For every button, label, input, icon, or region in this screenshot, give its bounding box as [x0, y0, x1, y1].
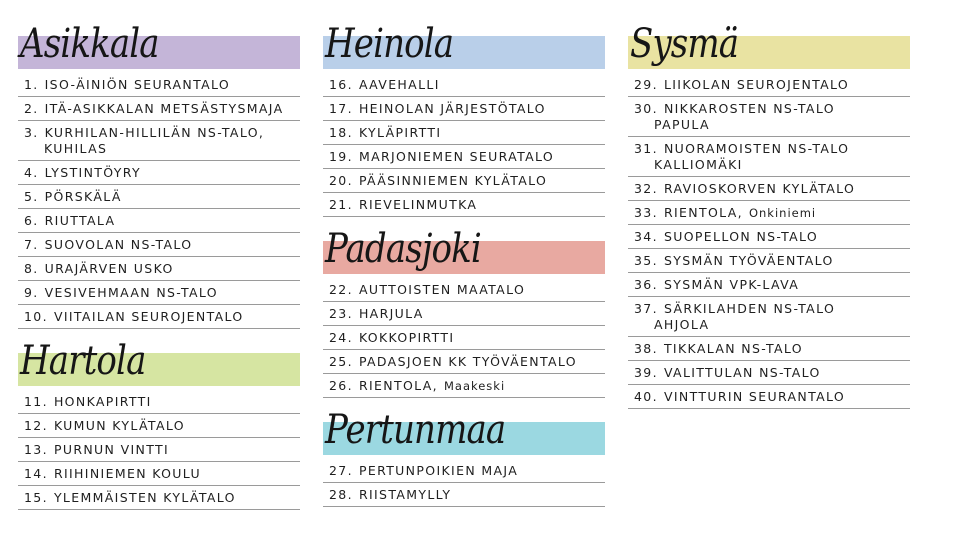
item-name: SUOPELLON NS-TALO [663, 229, 819, 244]
item-name: SYSMÄN TYÖVÄENTALO [663, 253, 834, 268]
venue-list [18, 73, 300, 329]
item-number: 8. [24, 261, 39, 276]
item-name: LIIKOLAN SEUROJENTALO [663, 77, 850, 92]
item-name-line2: PAPULA [654, 117, 710, 132]
list-item [18, 390, 300, 414]
item-name: RIEVELINMUTKA [358, 197, 478, 212]
list-item [323, 278, 605, 302]
item-number: 9. [24, 285, 39, 300]
item-number: 18. [329, 125, 353, 140]
item-number: 24. [329, 330, 353, 345]
list-item [18, 414, 300, 438]
item-number: 40. [634, 389, 658, 404]
item-number: 32. [634, 181, 658, 196]
column-right [628, 21, 910, 409]
item-number: 26. [329, 378, 353, 393]
section-asikkala [18, 21, 300, 329]
item-number: 17. [329, 101, 353, 116]
item-name: SUOVOLAN NS-TALO [44, 237, 193, 252]
section-sysma [628, 21, 910, 409]
item-name: RIUTTALA [44, 213, 116, 228]
item-name: PURNUN VINTTI [53, 442, 170, 457]
item-number: 7. [24, 237, 39, 252]
item-name: YLEMMÄISTEN KYLÄTALO [53, 490, 236, 505]
venue-list [323, 459, 605, 507]
item-number: 25. [329, 354, 353, 369]
item-name: PÖRSKÄLÄ [44, 189, 122, 204]
item-name: PERTUNPOIKIEN MAJA [358, 463, 519, 478]
venue-list [628, 73, 910, 409]
item-number: 37. [634, 301, 658, 316]
item-name: VALITTULAN NS-TALO [663, 365, 821, 380]
item-number: 15. [24, 490, 48, 505]
item-number: 30. [634, 101, 658, 116]
item-name: TIKKALAN NS-TALO [663, 341, 803, 356]
item-number: 31. [634, 141, 658, 156]
list-item [18, 462, 300, 486]
item-number: 13. [24, 442, 48, 457]
list-item [18, 185, 300, 209]
item-name: HARJULA [358, 306, 424, 321]
item-name-line2: AHJOLA [654, 317, 710, 332]
section-header [323, 226, 605, 278]
item-location: Maakeski [443, 379, 506, 393]
item-number: 27. [329, 463, 353, 478]
item-name-line2: KALLIOMÄKI [654, 157, 743, 172]
item-number: 3. [24, 125, 39, 140]
section-header [323, 407, 605, 459]
item-number: 36. [634, 277, 658, 292]
item-number: 1. [24, 77, 39, 92]
item-number: 5. [24, 189, 39, 204]
list-item [628, 385, 910, 409]
list-item [18, 257, 300, 281]
item-name: URAJÄRVEN USKO [44, 261, 174, 276]
item-name: RIISTAMYLLY [358, 487, 452, 502]
list-item [323, 350, 605, 374]
item-name: KUMUN KYLÄTALO [53, 418, 185, 433]
item-name: NIKKAROSTEN NS-TALO [663, 101, 835, 116]
list-item [18, 233, 300, 257]
item-number: 35. [634, 253, 658, 268]
item-number: 23. [329, 306, 353, 321]
item-name: RIIHINIEMEN KOULU [53, 466, 201, 481]
item-name: AAVEHALLI [358, 77, 440, 92]
section-title: Pertunmaa [325, 407, 506, 453]
list-item [18, 97, 300, 121]
list-item [18, 161, 300, 185]
item-number: 14. [24, 466, 48, 481]
list-item [628, 97, 910, 137]
item-number: 4. [24, 165, 39, 180]
item-number: 2. [24, 101, 39, 116]
item-location: Onkiniemi [748, 206, 817, 220]
item-number: 28. [329, 487, 353, 502]
list-item [18, 438, 300, 462]
item-name: VIITAILAN SEUROJENTALO [53, 309, 244, 324]
section-padasjoki [323, 226, 605, 398]
venue-list [18, 390, 300, 510]
item-number: 39. [634, 365, 658, 380]
list-item [18, 73, 300, 97]
item-name: HONKAPIRTTI [53, 394, 152, 409]
item-name: SYSMÄN VPK-LAVA [663, 277, 800, 292]
item-name: KURHILAN-HILLILÄN NS-TALO, [44, 125, 265, 140]
item-number: 10. [24, 309, 48, 324]
list-item [18, 486, 300, 510]
item-number: 20. [329, 173, 353, 188]
item-name: VESIVEHMAAN NS-TALO [44, 285, 218, 300]
list-item [628, 337, 910, 361]
item-name: RAVIOSKORVEN KYLÄTALO [663, 181, 856, 196]
column-left [18, 21, 300, 510]
list-item [18, 305, 300, 329]
item-name: ITÄ-ASIKKALAN METSÄSTYSMAJA [44, 101, 284, 116]
venue-list [323, 73, 605, 217]
item-number: 38. [634, 341, 658, 356]
list-item [323, 326, 605, 350]
item-name: KOKKOPIRTTI [358, 330, 455, 345]
list-item [323, 169, 605, 193]
section-title: Heinola [325, 21, 454, 67]
column-middle [323, 21, 605, 507]
list-item [323, 121, 605, 145]
list-item [628, 297, 910, 337]
item-number: 16. [329, 77, 353, 92]
section-header [628, 21, 910, 73]
item-name: KYLÄPIRTTI [358, 125, 442, 140]
list-item [18, 121, 300, 161]
item-number: 19. [329, 149, 353, 164]
item-number: 6. [24, 213, 39, 228]
list-item [323, 459, 605, 483]
section-title: Sysmä [630, 21, 739, 67]
list-item [628, 201, 910, 225]
list-item [628, 361, 910, 385]
item-name: VINTTURIN SEURANTALO [663, 389, 846, 404]
list-item [323, 97, 605, 121]
item-name: HEINOLAN JÄRJESTÖTALO [358, 101, 546, 116]
item-number: 21. [329, 197, 353, 212]
list-item [628, 73, 910, 97]
item-name: PADASJOEN KK TYÖVÄENTALO [358, 354, 577, 369]
item-number: 29. [634, 77, 658, 92]
item-number: 11. [24, 394, 48, 409]
item-number: 12. [24, 418, 48, 433]
item-name: NUORAMOISTEN NS-TALO [663, 141, 850, 156]
list-item [628, 137, 910, 177]
list-item [628, 177, 910, 201]
section-pertunmaa [323, 407, 605, 507]
item-name: RIENTOLA, [358, 378, 438, 393]
item-name: MARJONIEMEN SEURATALO [358, 149, 555, 164]
item-name-line2: KUHILAS [44, 141, 108, 156]
item-name: LYSTINTÖYRY [44, 165, 141, 180]
item-number: 33. [634, 205, 658, 220]
item-name: ISO-ÄINIÖN SEURANTALO [44, 77, 231, 92]
section-header [18, 338, 300, 390]
list-item [628, 249, 910, 273]
section-title: Hartola [20, 338, 146, 384]
list-item [323, 145, 605, 169]
item-name: PÄÄSINNIEMEN KYLÄTALO [358, 173, 548, 188]
list-item [18, 209, 300, 233]
item-number: 34. [634, 229, 658, 244]
list-item [628, 225, 910, 249]
section-title: Padasjoki [325, 226, 481, 272]
item-name: SÄRKILAHDEN NS-TALO [663, 301, 836, 316]
venue-list [323, 278, 605, 398]
item-name: RIENTOLA, [663, 205, 743, 220]
item-name: AUTTOISTEN MAATALO [358, 282, 526, 297]
section-heinola [323, 21, 605, 217]
list-item [323, 483, 605, 507]
section-title: Asikkala [20, 21, 159, 67]
section-hartola [18, 338, 300, 510]
item-number: 22. [329, 282, 353, 297]
section-header [18, 21, 300, 73]
list-item [323, 73, 605, 97]
list-item [323, 374, 605, 398]
section-header [323, 21, 605, 73]
list-item [323, 193, 605, 217]
list-item [628, 273, 910, 297]
list-item [323, 302, 605, 326]
list-item [18, 281, 300, 305]
